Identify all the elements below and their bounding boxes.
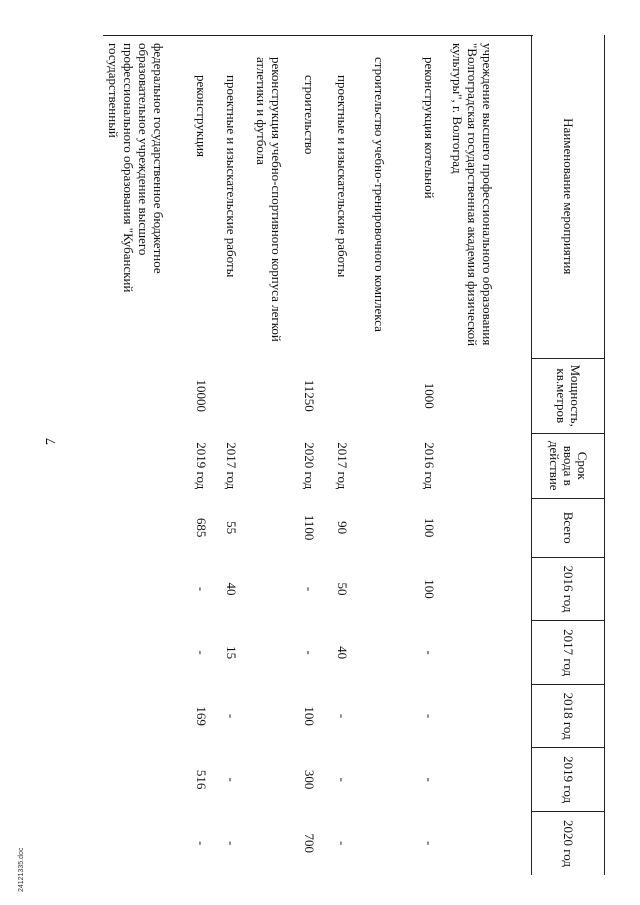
row-total [450,498,532,557]
row-term: 2020 год [302,442,318,490]
row-2020: 700 [302,833,318,853]
activities-table [106,35,606,875]
header-term: Срок ввода в действие [532,433,605,498]
row-capacity [254,358,302,433]
row-2019: 300 [302,769,318,790]
row-2020 [254,811,302,875]
row-capacity: 10000 [194,379,210,412]
row-2016: - [302,586,318,592]
header-2018: 2018 год [532,684,605,748]
row-2016: 50 [335,582,351,596]
row-2018: - [224,713,240,719]
row-name: реконструкция котельной [422,57,438,199]
row-2017 [106,621,194,685]
table-row [194,35,224,875]
row-total [372,498,422,557]
header-2020: 2020 год [532,811,605,875]
row-total: 100 [422,517,438,538]
row-capacity [335,358,372,433]
row-2019: 516 [194,769,210,790]
table-row [302,35,335,875]
row-term [254,433,302,498]
row-2018: 169 [194,706,210,726]
row-term [450,433,532,498]
row-2020 [106,811,194,875]
row-2017: - [302,650,318,655]
row-2019 [254,748,302,812]
row-capacity [224,358,254,433]
row-2016: - [194,586,210,592]
table-row [450,35,532,875]
row-2016 [106,557,194,621]
row-2018 [106,684,194,748]
row-term: 2017 год [224,442,240,490]
row-capacity [372,358,422,433]
row-2017: 15 [224,646,240,660]
table-row [335,35,372,875]
row-2019: - [422,777,438,782]
table-left-rule [103,35,533,36]
row-2016 [254,557,302,621]
row-term: 2017 год [335,442,351,490]
row-name: реконструкция [194,75,210,158]
row-2018: - [335,713,351,719]
table-row [372,35,422,875]
header-total: Всего [532,498,605,557]
row-2019 [450,748,532,812]
header-2017: 2017 год [532,621,605,685]
row-2016: 100 [422,579,438,599]
row-name: строительство учебно-тренировочного комплекса [372,57,388,332]
row-term: 2016 год [422,442,438,490]
row-2017 [372,621,422,685]
row-2019: - [335,777,351,782]
row-name: реконструкция учебно-спортивного корпуса легкой атлетики и футбола [254,57,285,342]
header-2016: 2016 год [532,557,605,621]
row-2020: - [224,841,240,846]
row-total: 90 [335,521,351,535]
row-2020: - [335,841,351,846]
row-total [254,498,302,557]
row-2017: 40 [335,646,351,660]
row-name: федеральное государственное бюджетное образовательное учреждение высшего профессионального образования "Кубанский государственный [106,43,167,293]
row-2020 [450,811,532,875]
header-capacity: Мощность, кв.метров [532,358,605,433]
table-row [106,35,194,875]
row-2018: - [422,713,438,719]
row-2017 [254,621,302,685]
row-total: 1100 [302,514,318,541]
row-2018 [372,684,422,748]
row-2017: - [422,650,438,655]
row-2018: 100 [302,706,318,726]
row-capacity [106,358,194,433]
row-name: учреждение высшего профессионального образования "Волгоградская государственная академия физической культуры", г. Волгоград [450,43,496,347]
row-capacity: 11250 [302,379,318,412]
row-2016 [372,557,422,621]
row-2020 [372,811,422,875]
row-term [106,433,194,498]
rotated-table-sheet [100,35,605,875]
page-number: 7 [44,438,59,445]
row-2017 [450,621,532,685]
table-row [422,35,450,875]
row-term [372,433,422,498]
row-total [106,498,194,557]
row-2019: - [224,777,240,782]
row-2016: 40 [224,582,240,596]
table-row [224,35,254,875]
table-row [254,35,302,875]
row-2020: - [194,841,210,846]
header-name: Наименование мероприятия [532,35,605,358]
row-name: строительство [302,75,318,155]
row-2019 [372,748,422,812]
header-2019: 2019 год [532,748,605,812]
row-capacity: 1000 [422,382,438,409]
row-2020: - [422,841,438,846]
row-name: проектные и изыскательские работы [335,75,351,278]
row-total: 55 [224,521,240,535]
row-term: 2019 год [194,442,210,490]
footer-code: 24121335.doc [18,847,25,892]
row-name: проектные и изыскательские работы [224,75,240,278]
table-header-row [532,35,605,875]
row-2017: - [194,650,210,655]
row-capacity [450,358,532,433]
row-2018 [450,684,532,748]
row-2016 [450,557,532,621]
row-total: 685 [194,517,210,538]
row-2019 [106,748,194,812]
row-2018 [254,684,302,748]
